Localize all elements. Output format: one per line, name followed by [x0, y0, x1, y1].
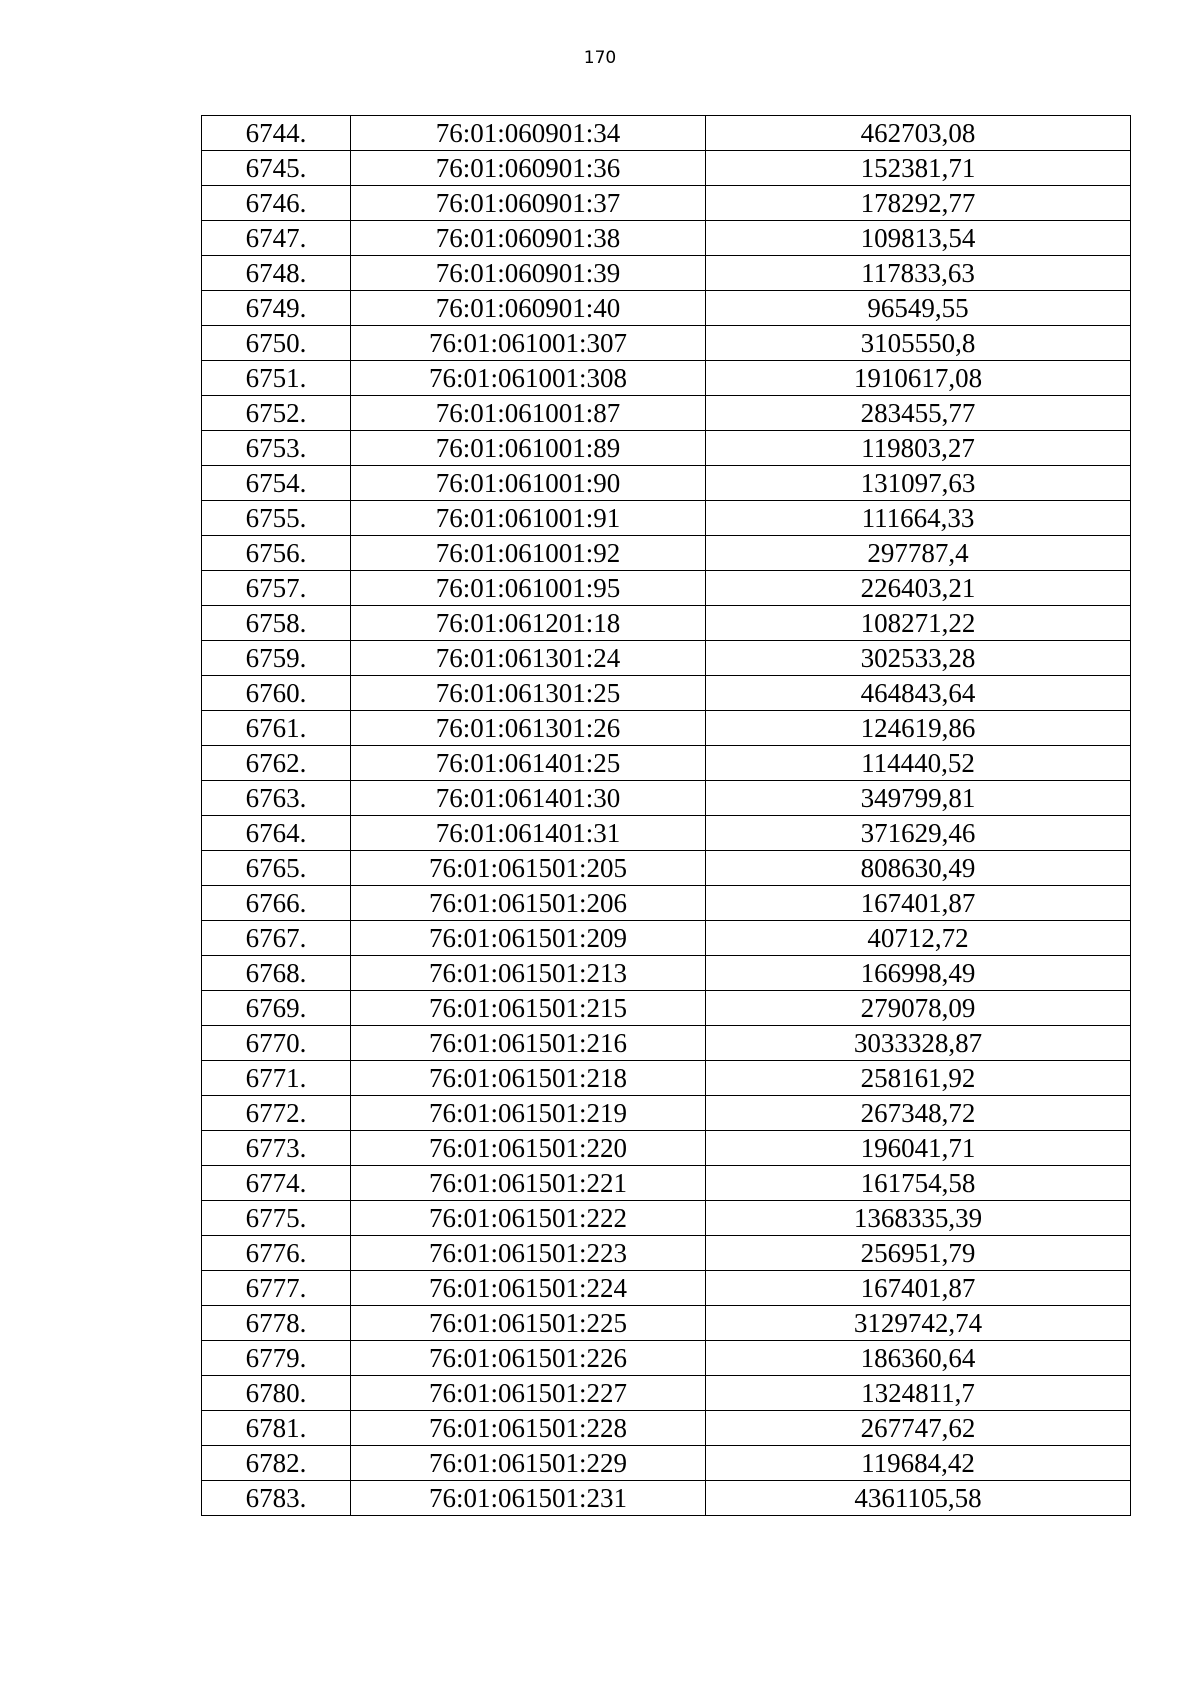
- table-row: [202, 1061, 1131, 1096]
- cadastral-value-cell: 267747,62: [706, 1411, 1131, 1446]
- cadastral-value-cell: 114440,52: [706, 746, 1131, 781]
- table-row: [202, 676, 1131, 711]
- cadastral-number-cell: 76:01:061501:209: [351, 921, 706, 956]
- cadastral-number-cell: 76:01:061501:224: [351, 1271, 706, 1306]
- table-row: [202, 396, 1131, 431]
- row-number-cell: 6751.: [202, 361, 351, 396]
- row-number-cell: 6745.: [202, 151, 351, 186]
- cadastral-value-cell: 258161,92: [706, 1061, 1131, 1096]
- cadastral-number-cell: 76:01:061201:18: [351, 606, 706, 641]
- cadastral-value-cell: 131097,63: [706, 466, 1131, 501]
- cadastral-value-cell: 96549,55: [706, 291, 1131, 326]
- cadastral-number-cell: 76:01:061501:213: [351, 956, 706, 991]
- table-row: [202, 1411, 1131, 1446]
- cadastral-number-cell: 76:01:061501:205: [351, 851, 706, 886]
- cadastral-number-cell: 76:01:061001:308: [351, 361, 706, 396]
- row-number-cell: 6746.: [202, 186, 351, 221]
- cadastral-value-cell: 1910617,08: [706, 361, 1131, 396]
- cadastral-number-cell: 76:01:061501:223: [351, 1236, 706, 1271]
- cadastral-value-cell: 108271,22: [706, 606, 1131, 641]
- row-number-cell: 6748.: [202, 256, 351, 291]
- cadastral-number-cell: 76:01:061501:228: [351, 1411, 706, 1446]
- cadastral-number-cell: 76:01:061501:222: [351, 1201, 706, 1236]
- row-number-cell: 6765.: [202, 851, 351, 886]
- row-number-cell: 6772.: [202, 1096, 351, 1131]
- row-number-cell: 6764.: [202, 816, 351, 851]
- cadastral-number-cell: 76:01:061501:221: [351, 1166, 706, 1201]
- cadastral-value-cell: 371629,46: [706, 816, 1131, 851]
- row-number-cell: 6776.: [202, 1236, 351, 1271]
- cadastral-number-cell: 76:01:061501:216: [351, 1026, 706, 1061]
- cadastral-value-cell: 186360,64: [706, 1341, 1131, 1376]
- row-number-cell: 6775.: [202, 1201, 351, 1236]
- cadastral-value-cell: 462703,08: [706, 116, 1131, 151]
- row-number-cell: 6769.: [202, 991, 351, 1026]
- table-row: [202, 501, 1131, 536]
- cadastral-value-cell: 166998,49: [706, 956, 1131, 991]
- cadastral-number-cell: 76:01:061401:25: [351, 746, 706, 781]
- row-number-cell: 6773.: [202, 1131, 351, 1166]
- table-row: [202, 746, 1131, 781]
- row-number-cell: 6774.: [202, 1166, 351, 1201]
- cadastral-number-cell: 76:01:060901:40: [351, 291, 706, 326]
- cadastral-value-cell: 3033328,87: [706, 1026, 1131, 1061]
- row-number-cell: 6762.: [202, 746, 351, 781]
- cadastral-number-cell: 76:01:061401:31: [351, 816, 706, 851]
- cadastral-number-cell: 76:01:061501:231: [351, 1481, 706, 1516]
- cadastral-value-cell: 3129742,74: [706, 1306, 1131, 1341]
- cadastral-number-cell: 76:01:061501:227: [351, 1376, 706, 1411]
- cadastral-value-cell: 283455,77: [706, 396, 1131, 431]
- cadastral-value-cell: 464843,64: [706, 676, 1131, 711]
- row-number-cell: 6755.: [202, 501, 351, 536]
- cadastral-number-cell: 76:01:060901:39: [351, 256, 706, 291]
- table-row: [202, 1481, 1131, 1516]
- row-number-cell: 6761.: [202, 711, 351, 746]
- page-number: 170: [583, 48, 617, 68]
- cadastral-number-cell: 76:01:061001:90: [351, 466, 706, 501]
- row-number-cell: 6771.: [202, 1061, 351, 1096]
- table-row: [202, 1096, 1131, 1131]
- cadastral-value-cell: 161754,58: [706, 1166, 1131, 1201]
- cadastral-number-cell: 76:01:061001:95: [351, 571, 706, 606]
- cadastral-value-cell: 279078,09: [706, 991, 1131, 1026]
- cadastral-number-cell: 76:01:061001:87: [351, 396, 706, 431]
- table-row: [202, 711, 1131, 746]
- cadastral-number-cell: 76:01:061001:89: [351, 431, 706, 466]
- table-row: [202, 116, 1131, 151]
- table-body: [202, 116, 1131, 1516]
- table-row: [202, 1236, 1131, 1271]
- table-row: [202, 851, 1131, 886]
- row-number-cell: 6782.: [202, 1446, 351, 1481]
- row-number-cell: 6783.: [202, 1481, 351, 1516]
- table-row: [202, 361, 1131, 396]
- cadastral-number-cell: 76:01:061501:220: [351, 1131, 706, 1166]
- cadastral-value-cell: 1368335,39: [706, 1201, 1131, 1236]
- table-row: [202, 1271, 1131, 1306]
- table-row: [202, 606, 1131, 641]
- cadastral-value-cell: 267348,72: [706, 1096, 1131, 1131]
- row-number-cell: 6763.: [202, 781, 351, 816]
- cadastral-value-cell: 349799,81: [706, 781, 1131, 816]
- row-number-cell: 6757.: [202, 571, 351, 606]
- row-number-cell: 6759.: [202, 641, 351, 676]
- row-number-cell: 6750.: [202, 326, 351, 361]
- cadastral-number-cell: 76:01:061501:229: [351, 1446, 706, 1481]
- cadastral-number-cell: 76:01:061001:92: [351, 536, 706, 571]
- table-row: [202, 1201, 1131, 1236]
- row-number-cell: 6760.: [202, 676, 351, 711]
- table-row: [202, 291, 1131, 326]
- cadastral-value-cell: 111664,33: [706, 501, 1131, 536]
- table-row: [202, 1376, 1131, 1411]
- cadastral-number-cell: 76:01:061501:225: [351, 1306, 706, 1341]
- table-row: [202, 1026, 1131, 1061]
- cadastral-number-cell: 76:01:061001:91: [351, 501, 706, 536]
- table-row: [202, 956, 1131, 991]
- table-row: [202, 641, 1131, 676]
- cadastral-value-cell: 256951,79: [706, 1236, 1131, 1271]
- row-number-cell: 6744.: [202, 116, 351, 151]
- row-number-cell: 6768.: [202, 956, 351, 991]
- table-row: [202, 1341, 1131, 1376]
- cadastral-value-cell: 302533,28: [706, 641, 1131, 676]
- table-row: [202, 536, 1131, 571]
- row-number-cell: 6754.: [202, 466, 351, 501]
- table-row: [202, 886, 1131, 921]
- table-row: [202, 326, 1131, 361]
- row-number-cell: 6781.: [202, 1411, 351, 1446]
- cadastral-value-cell: 196041,71: [706, 1131, 1131, 1166]
- row-number-cell: 6756.: [202, 536, 351, 571]
- table-row: [202, 1446, 1131, 1481]
- cadastral-value-cell: 109813,54: [706, 221, 1131, 256]
- table-row: [202, 571, 1131, 606]
- table-row: [202, 1306, 1131, 1341]
- row-number-cell: 6779.: [202, 1341, 351, 1376]
- table-row: [202, 431, 1131, 466]
- cadastral-value-cell: 119684,42: [706, 1446, 1131, 1481]
- cadastral-value-cell: 117833,63: [706, 256, 1131, 291]
- cadastral-number-cell: 76:01:061001:307: [351, 326, 706, 361]
- cadastral-number-cell: 76:01:061301:25: [351, 676, 706, 711]
- cadastral-number-cell: 76:01:060901:36: [351, 151, 706, 186]
- cadastral-number-cell: 76:01:060901:38: [351, 221, 706, 256]
- row-number-cell: 6778.: [202, 1306, 351, 1341]
- cadastral-value-cell: 808630,49: [706, 851, 1131, 886]
- cadastral-value-cell: 297787,4: [706, 536, 1131, 571]
- row-number-cell: 6770.: [202, 1026, 351, 1061]
- cadastral-number-cell: 76:01:061301:26: [351, 711, 706, 746]
- cadastral-value-cell: 226403,21: [706, 571, 1131, 606]
- cadastral-value-cell: 3105550,8: [706, 326, 1131, 361]
- cadastral-value-cell: 119803,27: [706, 431, 1131, 466]
- table-row: [202, 466, 1131, 501]
- table-row: [202, 1131, 1131, 1166]
- cadastral-value-cell: 152381,71: [706, 151, 1131, 186]
- row-number-cell: 6767.: [202, 921, 351, 956]
- cadastral-number-cell: 76:01:061501:219: [351, 1096, 706, 1131]
- cadastral-number-cell: 76:01:061301:24: [351, 641, 706, 676]
- row-number-cell: 6780.: [202, 1376, 351, 1411]
- table-row: [202, 186, 1131, 221]
- cadastral-value-cell: 1324811,7: [706, 1376, 1131, 1411]
- table-row: [202, 816, 1131, 851]
- row-number-cell: 6758.: [202, 606, 351, 641]
- table-row: [202, 921, 1131, 956]
- row-number-cell: 6752.: [202, 396, 351, 431]
- table-row: [202, 1166, 1131, 1201]
- row-number-cell: 6777.: [202, 1271, 351, 1306]
- cadastral-number-cell: 76:01:061401:30: [351, 781, 706, 816]
- cadastral-value-cell: 167401,87: [706, 886, 1131, 921]
- cadastral-value-cell: 178292,77: [706, 186, 1131, 221]
- table-row: [202, 781, 1131, 816]
- table-row: [202, 256, 1131, 291]
- cadastral-value-cell: 4361105,58: [706, 1481, 1131, 1516]
- cadastral-value-cell: 167401,87: [706, 1271, 1131, 1306]
- cadastral-value-cell: 124619,86: [706, 711, 1131, 746]
- row-number-cell: 6753.: [202, 431, 351, 466]
- table-row: [202, 991, 1131, 1026]
- row-number-cell: 6749.: [202, 291, 351, 326]
- cadastral-number-cell: 76:01:061501:218: [351, 1061, 706, 1096]
- cadastral-number-cell: 76:01:061501:206: [351, 886, 706, 921]
- cadastral-table: [201, 115, 1131, 1516]
- cadastral-number-cell: 76:01:060901:37: [351, 186, 706, 221]
- cadastral-number-cell: 76:01:061501:215: [351, 991, 706, 1026]
- table-row: [202, 151, 1131, 186]
- table-row: [202, 221, 1131, 256]
- row-number-cell: 6766.: [202, 886, 351, 921]
- cadastral-number-cell: 76:01:060901:34: [351, 116, 706, 151]
- cadastral-value-cell: 40712,72: [706, 921, 1131, 956]
- cadastral-number-cell: 76:01:061501:226: [351, 1341, 706, 1376]
- row-number-cell: 6747.: [202, 221, 351, 256]
